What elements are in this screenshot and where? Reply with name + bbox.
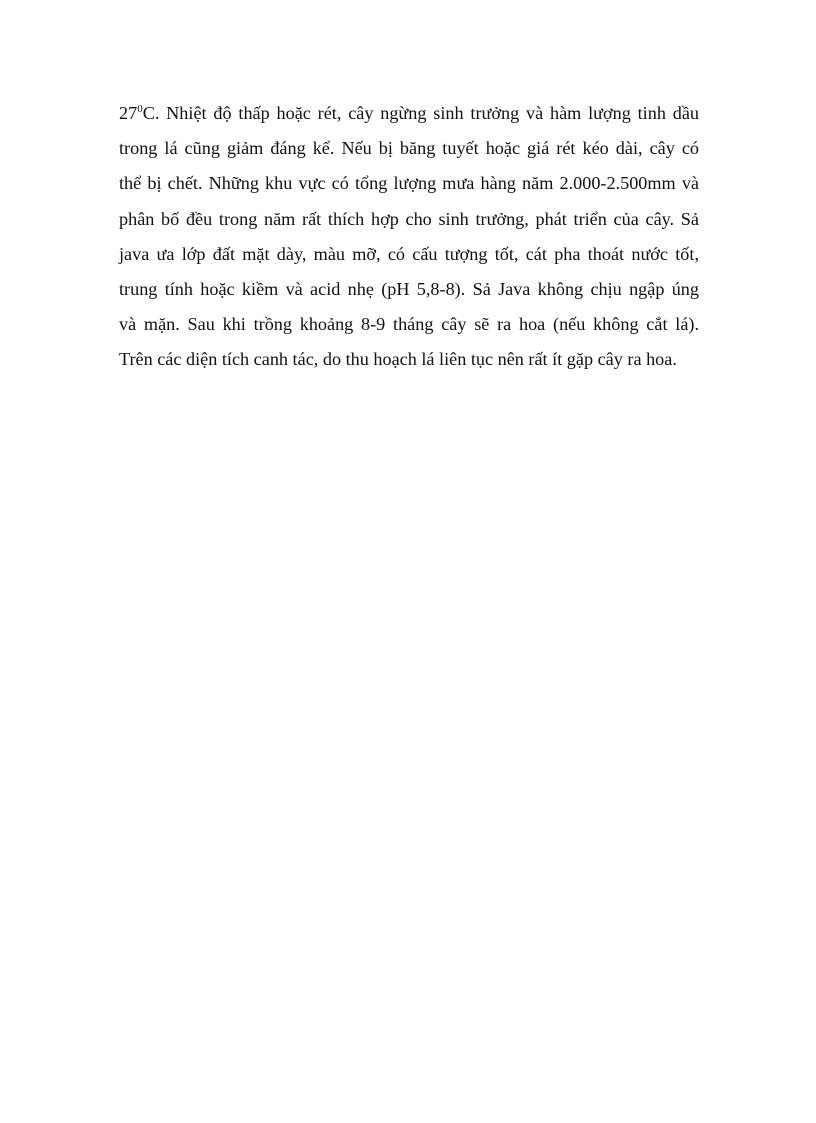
paragraph-line-8: Trên các diện tích canh tác, do thu hoạch lá liên tục nên rất ít gặp cây ra hoa. [119,349,677,370]
paragraph-line-1 [119,96,699,131]
temperature-number: 27 [119,103,138,123]
line-1-text: C. Nhiệt độ thấp hoặc rét, cây ngừng sinh trưởng và hàm lượng tinh dầu [142,103,699,123]
paragraph-line-2: trong lá cũng giảm đáng kể. Nếu bị băng tuyết hoặc giá rét kéo dài, cây có [119,138,699,159]
paragraph-line-7: và mặn. Sau khi trồng khoảng 8-9 tháng cây sẽ ra hoa (nếu không cắt lá). [119,314,699,335]
paragraph-line-4: phân bố đều trong năm rất thích hợp cho sinh trưởng, phát triển của cây. Sả [119,208,699,229]
body-paragraph [119,96,699,378]
paragraph-line-6: trung tính hoặc kiềm và acid nhẹ (pH 5,8-8). Sả Java không chịu ngập úng [119,278,699,299]
degree-superscript: 0 [137,102,143,115]
paragraph-line-3: thể bị chết. Những khu vực có tổng lượng mưa hàng năm 2.000-2.500mm và [119,173,699,194]
paragraph-line-5: java ưa lớp đất mặt dày, màu mỡ, có cấu tượng tốt, cát pha thoát nước tốt, [119,243,699,264]
